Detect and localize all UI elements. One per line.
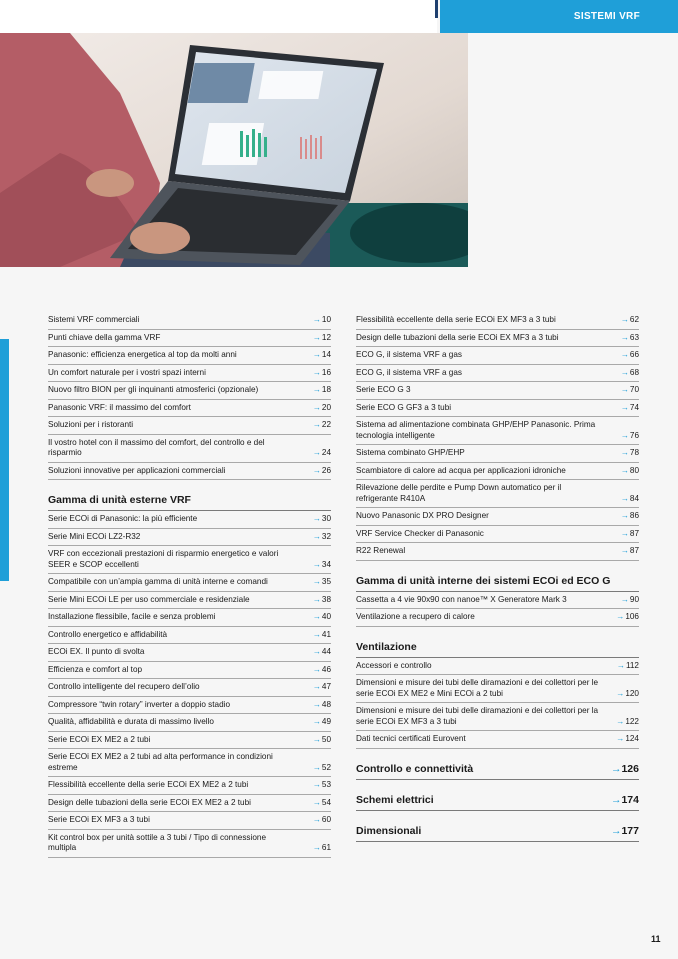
arrow-right-icon: → bbox=[312, 350, 321, 359]
toc-entry-page bbox=[611, 763, 639, 776]
toc-entry[interactable] bbox=[356, 312, 639, 330]
toc-page-number: 124 bbox=[625, 734, 639, 743]
top-bar-white bbox=[0, 0, 437, 33]
toc-entry[interactable] bbox=[48, 662, 331, 680]
arrow-right-icon: → bbox=[312, 717, 321, 726]
toc-entry[interactable] bbox=[356, 543, 639, 561]
toc-page-number: 76 bbox=[629, 430, 639, 440]
arrow-right-icon: → bbox=[610, 793, 622, 806]
toc-entry-page bbox=[616, 734, 639, 745]
toc-entry-page bbox=[313, 595, 331, 606]
toc-entry-title: Cassetta a 4 vie 90x90 con nanoe™ X Generatore Mark 3 bbox=[356, 594, 567, 604]
toc-entry[interactable] bbox=[48, 347, 331, 365]
toc-entry-page bbox=[313, 780, 331, 791]
toc-entry[interactable] bbox=[356, 703, 639, 731]
top-bar bbox=[0, 0, 678, 33]
toc-entry-title: Dati tecnici certificati Eurovent bbox=[356, 734, 466, 743]
toc-entry-page bbox=[621, 494, 639, 505]
toc-entry-page bbox=[616, 612, 639, 623]
arrow-right-icon: → bbox=[620, 430, 629, 440]
arrow-right-icon: → bbox=[312, 612, 321, 621]
toc-page-number: 78 bbox=[629, 448, 639, 457]
toc-entry-page bbox=[313, 514, 331, 525]
arrow-right-icon: → bbox=[616, 734, 625, 743]
arrow-right-icon: → bbox=[610, 824, 622, 837]
toc-page-number: 26 bbox=[321, 465, 331, 475]
toc-entry-page bbox=[313, 577, 331, 588]
toc-group-big-sections bbox=[356, 760, 639, 842]
toc-entry[interactable] bbox=[48, 400, 331, 418]
toc-page-number: 14 bbox=[321, 350, 331, 359]
toc-page-number: 12 bbox=[321, 332, 331, 342]
toc-entry-page bbox=[313, 717, 331, 728]
toc-entry-page bbox=[313, 700, 331, 711]
toc-entry[interactable] bbox=[356, 480, 639, 508]
toc-entry-title: Controllo intelligente del recupero dell’olio bbox=[48, 682, 200, 691]
toc-entry-page bbox=[313, 647, 331, 658]
arrow-right-icon: → bbox=[620, 546, 629, 555]
toc-page-number: 44 bbox=[321, 647, 331, 656]
arrow-right-icon: → bbox=[616, 612, 625, 621]
toc-page-number: 74 bbox=[629, 402, 639, 412]
toc-entry-page bbox=[621, 466, 639, 477]
toc-entry-page bbox=[313, 315, 331, 326]
toc-entry-page bbox=[313, 665, 331, 676]
top-bar-notch bbox=[435, 0, 438, 18]
arrow-right-icon: → bbox=[312, 367, 321, 377]
toc-entry[interactable] bbox=[48, 592, 331, 610]
toc-entry-page bbox=[611, 794, 639, 807]
arrow-right-icon: → bbox=[620, 528, 629, 538]
toc-entry-title: R22 Renewal bbox=[356, 546, 406, 555]
toc-entry-title: Nuovo filtro BION per gli inquinanti atmosferici (opzionale) bbox=[48, 385, 259, 394]
toc-entry-title: Serie ECO G 3 bbox=[356, 385, 411, 394]
toc-page-number: 177 bbox=[621, 824, 639, 837]
toc-page-number: 22 bbox=[321, 420, 331, 429]
toc-page-number: 16 bbox=[321, 367, 331, 377]
toc-entry-title: Serie ECO G GF3 a 3 tubi bbox=[356, 402, 452, 412]
toc-entry-page bbox=[313, 630, 331, 641]
toc-page-number: 70 bbox=[629, 385, 639, 394]
toc-entry-page bbox=[313, 368, 331, 379]
arrow-right-icon: → bbox=[312, 815, 321, 824]
toc-entry-page bbox=[313, 612, 331, 623]
toc-entry-title: Serie ECOi di Panasonic: la più efficiente bbox=[48, 514, 198, 523]
toc-entry-page bbox=[313, 385, 331, 396]
toc-group-right-c bbox=[356, 658, 639, 749]
toc-page-number: 106 bbox=[625, 612, 639, 621]
toc-entry-title: Serie ECOi EX ME2 a 2 tubi ad alta performance in condizioni estreme bbox=[48, 752, 273, 772]
arrow-right-icon: → bbox=[312, 843, 321, 852]
toc-page-number: 174 bbox=[621, 793, 639, 806]
toc-entry-title: Sistemi VRF commerciali bbox=[48, 315, 140, 324]
toc-entry-title: Compatibile con un’ampia gamma di unità interne e comandi bbox=[48, 577, 268, 586]
toc-entry-page bbox=[313, 560, 331, 571]
toc-entry-title: ECO G, il sistema VRF a gas bbox=[356, 367, 463, 377]
toc-entry-title: Serie Mini ECOi LZ2-R32 bbox=[48, 531, 141, 541]
toc-entry[interactable] bbox=[48, 697, 331, 715]
arrow-right-icon: → bbox=[312, 402, 321, 412]
toc-entry[interactable] bbox=[48, 546, 331, 574]
toc-entry[interactable] bbox=[48, 830, 331, 858]
toc-entry-title: Panasonic: efficienza energetica al top da molti anni bbox=[48, 350, 237, 359]
arrow-right-icon: → bbox=[620, 511, 629, 520]
toc-entry[interactable] bbox=[48, 511, 331, 529]
toc-entry-title: Nuovo Panasonic DX PRO Designer bbox=[356, 511, 489, 520]
toc-page-number: 38 bbox=[321, 594, 331, 604]
toc-entry-title: Controllo e connettività bbox=[356, 762, 474, 775]
toc-entry[interactable] bbox=[356, 365, 639, 383]
toc-entry[interactable] bbox=[48, 330, 331, 348]
arrow-right-icon: → bbox=[312, 577, 321, 586]
toc-entry[interactable] bbox=[356, 609, 639, 627]
arrow-right-icon: → bbox=[312, 594, 321, 604]
toc-entry-page bbox=[616, 689, 639, 700]
toc-entry-page bbox=[313, 798, 331, 809]
toc-entry[interactable] bbox=[48, 777, 331, 795]
toc-page-number: 10 bbox=[321, 315, 331, 324]
toc-entry[interactable] bbox=[48, 312, 331, 330]
toc-entry-title: Flessibilità eccellente della serie ECOi EX MF3 a 3 tubi bbox=[356, 315, 556, 324]
toc-entry[interactable] bbox=[48, 795, 331, 813]
toc-entry-page bbox=[313, 420, 331, 431]
arrow-right-icon: → bbox=[312, 699, 321, 709]
toc-page-number: 49 bbox=[321, 717, 331, 726]
toc-section-entry[interactable] bbox=[356, 791, 639, 811]
toc-entry[interactable] bbox=[356, 731, 639, 749]
toc-entry-title: Serie ECOi EX MF3 a 3 tubi bbox=[48, 815, 150, 824]
arrow-right-icon: → bbox=[312, 780, 321, 789]
toc-entry[interactable] bbox=[48, 382, 331, 400]
arrow-right-icon: → bbox=[312, 420, 321, 429]
toc-entry-page bbox=[617, 661, 639, 672]
toc-entry-page bbox=[313, 735, 331, 746]
arrow-right-icon: → bbox=[312, 762, 321, 772]
toc-entry-page bbox=[621, 546, 639, 557]
toc-page-number: 60 bbox=[321, 815, 331, 824]
toc-entry-title: Il vostro hotel con il massimo del comfort, del controllo e del risparmio bbox=[48, 437, 265, 457]
toc-entry-page bbox=[313, 350, 331, 361]
toc-entry-page bbox=[313, 763, 331, 774]
arrow-right-icon: → bbox=[312, 385, 321, 394]
toc-entry-title: Compressore “twin rotary” inverter a doppio stadio bbox=[48, 699, 231, 709]
toc-page-number: 20 bbox=[321, 402, 331, 412]
toc-heading-outdoor-units: Gamma di unità esterne VRF bbox=[48, 494, 331, 511]
toc-section-entry[interactable] bbox=[356, 822, 639, 842]
toc-entry-title: Serie ECOi EX ME2 a 2 tubi bbox=[48, 734, 151, 744]
toc-entry[interactable] bbox=[48, 749, 331, 777]
toc-entry-title: Punti chiave della gamma VRF bbox=[48, 332, 161, 342]
toc-page-number: 112 bbox=[625, 660, 639, 670]
toc-entry-page bbox=[313, 815, 331, 826]
toc-page-number: 41 bbox=[321, 629, 331, 639]
section-label: SISTEMI VRF bbox=[573, 11, 640, 22]
toc-entry[interactable] bbox=[48, 627, 331, 645]
toc-entry-page bbox=[313, 403, 331, 414]
toc-page-number: 52 bbox=[321, 762, 331, 772]
toc-entry[interactable] bbox=[48, 529, 331, 547]
toc-entry[interactable] bbox=[356, 526, 639, 544]
toc-entry[interactable] bbox=[356, 592, 639, 610]
toc-page-number: 63 bbox=[629, 332, 639, 342]
arrow-right-icon: → bbox=[312, 531, 321, 541]
toc-page-number: 87 bbox=[629, 546, 639, 555]
arrow-right-icon: → bbox=[620, 493, 629, 503]
toc-entry-page bbox=[621, 350, 639, 361]
toc-page-number: 68 bbox=[629, 367, 639, 377]
toc-entry-title: VRF con eccezionali prestazioni di risparmio energetico e valori SEER e SCOP eccellenti bbox=[48, 549, 279, 569]
toc-entry-page bbox=[621, 368, 639, 379]
toc-entry-title: Kit control box per unità sottile a 3 tubi / Tipo di connessione multipla bbox=[48, 832, 267, 852]
toc-entry[interactable] bbox=[48, 679, 331, 697]
toc-entry-page bbox=[621, 529, 639, 540]
toc-entry[interactable] bbox=[356, 445, 639, 463]
toc-entry-page bbox=[621, 385, 639, 396]
arrow-right-icon: → bbox=[312, 647, 321, 656]
toc-page-number: 46 bbox=[321, 664, 331, 674]
toc-group-right-b bbox=[356, 592, 639, 627]
toc-entry-title: Dimensioni e misure dei tubi delle diramazioni e dei collettori per le serie ECOi EX ME2 e Mini ECOi a 2 tubi bbox=[356, 678, 599, 698]
toc-entry-title: Efficienza e comfort al top bbox=[48, 664, 143, 674]
toc-page-number: 66 bbox=[629, 350, 639, 359]
toc-entry-page bbox=[621, 431, 639, 442]
arrow-right-icon: → bbox=[620, 448, 629, 457]
toc-group-right-a bbox=[356, 312, 639, 561]
toc-entry-title: Installazione flessibile, facile e senza problemi bbox=[48, 612, 216, 621]
toc-entry-page bbox=[621, 595, 639, 606]
toc-page-number: 18 bbox=[321, 385, 331, 394]
arrow-right-icon: → bbox=[620, 315, 629, 324]
toc-page-number: 34 bbox=[321, 559, 331, 569]
toc-entry-page bbox=[611, 825, 639, 838]
arrow-right-icon: → bbox=[312, 465, 321, 475]
toc-group-left-b bbox=[48, 511, 331, 858]
toc-entry[interactable] bbox=[356, 675, 639, 703]
toc-entry-page bbox=[313, 843, 331, 854]
arrow-right-icon: → bbox=[616, 716, 625, 726]
toc-entry-title: Dimensionali bbox=[356, 824, 422, 837]
toc-entry-title: Design delle tubazioni della serie ECOi EX ME2 a 2 tubi bbox=[48, 797, 251, 807]
arrow-right-icon: → bbox=[312, 315, 321, 324]
arrow-right-icon: → bbox=[620, 594, 629, 604]
toc-entry[interactable] bbox=[356, 330, 639, 348]
toc-page-number: 122 bbox=[625, 716, 639, 726]
arrow-right-icon: → bbox=[312, 664, 321, 674]
toc-entry-page bbox=[313, 466, 331, 477]
toc-entry[interactable] bbox=[356, 400, 639, 418]
toc-page-number: 48 bbox=[321, 699, 331, 709]
toc-entry-page bbox=[621, 333, 639, 344]
toc-page-number: 53 bbox=[321, 780, 331, 789]
toc-entry-title: VRF Service Checker di Panasonic bbox=[356, 528, 484, 538]
toc-entry[interactable] bbox=[48, 365, 331, 383]
toc-entry-title: Design delle tubazioni della serie ECOi EX MF3 a 3 tubi bbox=[356, 332, 559, 342]
toc-entry-page bbox=[313, 448, 331, 459]
toc-entry[interactable] bbox=[48, 812, 331, 830]
arrow-right-icon: → bbox=[312, 448, 321, 457]
arrow-right-icon: → bbox=[616, 688, 625, 698]
toc-right-column bbox=[356, 312, 639, 842]
toc-entry[interactable] bbox=[48, 714, 331, 732]
toc-entry[interactable] bbox=[48, 732, 331, 750]
toc-entry[interactable] bbox=[356, 658, 639, 676]
toc-entry[interactable] bbox=[48, 417, 331, 435]
toc-entry-title: Qualità, affidabilità e durata di massimo livello bbox=[48, 717, 214, 726]
toc-entry-title: Accessori e controllo bbox=[356, 660, 432, 670]
toc-entry-page bbox=[621, 403, 639, 414]
arrow-right-icon: → bbox=[620, 402, 629, 412]
toc-group-left-a bbox=[48, 312, 331, 480]
toc-entry[interactable] bbox=[356, 347, 639, 365]
arrow-right-icon: → bbox=[620, 385, 629, 394]
toc-page-number: 54 bbox=[321, 797, 331, 807]
toc-entry[interactable] bbox=[356, 463, 639, 481]
toc-entry[interactable] bbox=[356, 417, 639, 445]
arrow-right-icon: → bbox=[312, 797, 321, 807]
toc-entry[interactable] bbox=[48, 609, 331, 627]
toc-page-number: 40 bbox=[321, 612, 331, 621]
toc-entry[interactable] bbox=[356, 508, 639, 526]
arrow-right-icon: → bbox=[312, 332, 321, 342]
toc-entry[interactable] bbox=[356, 382, 639, 400]
toc-page-number: 35 bbox=[321, 577, 331, 586]
toc-entry[interactable] bbox=[48, 435, 331, 463]
toc-page-number: 84 bbox=[629, 493, 639, 503]
toc-entry-page bbox=[616, 717, 639, 728]
toc-entry[interactable] bbox=[48, 574, 331, 592]
toc-page-number: 126 bbox=[621, 762, 639, 775]
toc-page-number: 30 bbox=[321, 514, 331, 523]
toc-entry-title: Un comfort naturale per i vostri spazi interni bbox=[48, 367, 206, 377]
toc-entry-page bbox=[621, 315, 639, 326]
toc-entry-page bbox=[313, 682, 331, 693]
arrow-right-icon: → bbox=[620, 465, 629, 475]
arrow-right-icon: → bbox=[312, 629, 321, 639]
arrow-right-icon: → bbox=[312, 682, 321, 691]
side-accent-bar bbox=[0, 339, 9, 581]
toc-entry-title: Panasonic VRF: il massimo del comfort bbox=[48, 402, 191, 412]
laptop-photo bbox=[0, 33, 468, 267]
arrow-right-icon: → bbox=[312, 559, 321, 569]
toc-page-number: 80 bbox=[629, 465, 639, 475]
arrow-right-icon: → bbox=[312, 514, 321, 523]
toc-entry-title: ECOi EX. Il punto di svolta bbox=[48, 647, 145, 656]
toc-entry-title: Serie Mini ECOi LE per uso commerciale e residenziale bbox=[48, 594, 250, 604]
arrow-right-icon: → bbox=[312, 734, 321, 744]
arrow-right-icon: → bbox=[620, 350, 629, 359]
toc-page-number: 32 bbox=[321, 531, 331, 541]
toc-entry-title: Sistema ad alimentazione combinata GHP/EHP Panasonic. Prima tecnologia intelligente bbox=[356, 420, 596, 440]
toc-entry[interactable] bbox=[48, 463, 331, 481]
toc-page-number: 50 bbox=[321, 734, 331, 744]
toc-entry-title: Dimensioni e misure dei tubi delle diramazioni e dei collettori per la serie ECOi EX MF3 a 3 tubi bbox=[356, 706, 599, 726]
toc-entry-title: Rilevazione delle perdite e Pump Down automatico per il refrigerante R410A bbox=[356, 483, 562, 503]
toc-entry-title: Ventilazione a recupero di calore bbox=[356, 612, 475, 621]
toc-page-number: 90 bbox=[629, 594, 639, 604]
page-number: 11 bbox=[651, 934, 661, 944]
toc-entry-page bbox=[313, 532, 331, 543]
arrow-right-icon: → bbox=[616, 660, 625, 670]
toc-page-number: 62 bbox=[629, 315, 639, 324]
toc-entry-title: Sistema combinato GHP/EHP bbox=[356, 448, 465, 457]
arrow-right-icon: → bbox=[620, 332, 629, 342]
toc-section-entry[interactable] bbox=[356, 760, 639, 780]
toc-entry-title: Controllo energetico e affidabilità bbox=[48, 629, 168, 639]
toc-page-number: 86 bbox=[629, 511, 639, 520]
toc-left-column bbox=[48, 312, 331, 858]
toc-page-number: 120 bbox=[625, 688, 639, 698]
toc-entry[interactable] bbox=[48, 644, 331, 662]
section-banner bbox=[440, 0, 678, 33]
toc-heading-ventilation: Ventilazione bbox=[356, 641, 639, 658]
toc-page-number: 24 bbox=[321, 448, 331, 457]
toc-entry-title: Flessibilità eccellente della serie ECOi EX ME2 a 2 tubi bbox=[48, 780, 249, 789]
toc-entry-title: ECO G, il sistema VRF a gas bbox=[356, 350, 463, 359]
toc-entry-title: Schemi elettrici bbox=[356, 793, 434, 806]
arrow-right-icon: → bbox=[620, 367, 629, 377]
toc-page-number: 87 bbox=[629, 528, 639, 538]
arrow-right-icon: → bbox=[610, 762, 622, 775]
toc-entry-title: Soluzioni innovative per applicazioni commerciali bbox=[48, 465, 226, 475]
toc-entry-page bbox=[313, 333, 331, 344]
toc-page-number: 61 bbox=[321, 843, 331, 852]
toc-entry-title: Scambiatore di calore ad acqua per applicazioni idroniche bbox=[356, 465, 566, 475]
toc-entry-title: Soluzioni per i ristoranti bbox=[48, 420, 134, 429]
toc-page-number: 47 bbox=[321, 682, 331, 691]
toc-entry-page bbox=[621, 511, 639, 522]
toc-entry-page bbox=[621, 448, 639, 459]
toc-heading-indoor-units: Gamma di unità interne dei sistemi ECOi ed ECO G bbox=[356, 575, 639, 592]
